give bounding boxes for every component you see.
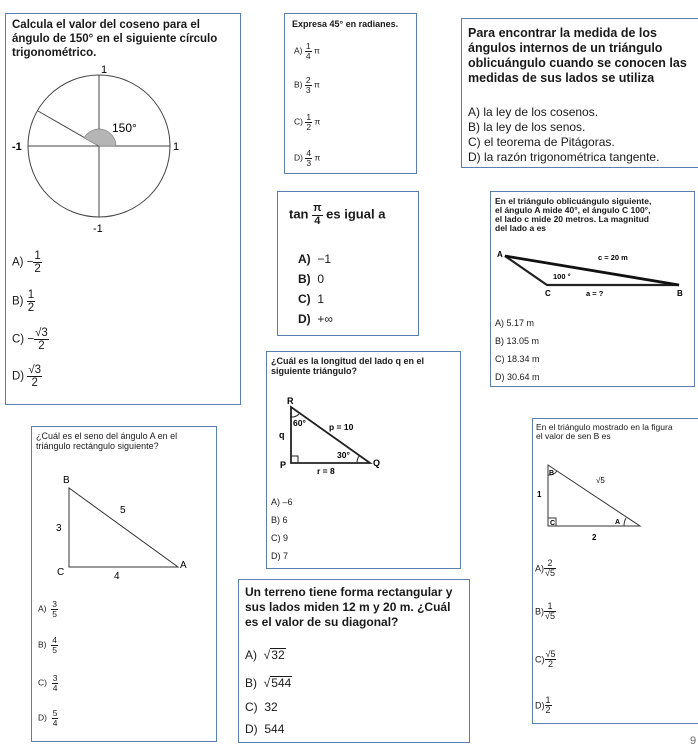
side-a-label: a = ? xyxy=(586,289,604,298)
q2-option-a[interactable]: A) $\frac{1}{4}$ π xyxy=(294,41,320,61)
q3-option-d[interactable]: D) la razón trigonométrica tangente. xyxy=(468,150,660,164)
q8-line-2: sus lados miden 12 m y 20 m. ¿Cuál xyxy=(245,600,451,614)
q3-line-2: ángulos internos de un triángulo xyxy=(468,41,663,55)
unit-circle-figure xyxy=(6,64,241,264)
circle-label-bottom: -1 xyxy=(93,223,103,235)
circle-angle-label: 150° xyxy=(112,121,137,135)
side-q-label: q xyxy=(279,430,285,440)
q6-line-1: ¿Cuál es la longitud del lado q en el xyxy=(271,356,425,366)
vertex-r-label: R xyxy=(287,396,294,406)
q1-option-a[interactable]: A) − $\frac{1}{2}$ xyxy=(12,250,41,276)
q5-line-2: el ángulo A mide 40°, el ángulo C 100°, xyxy=(495,205,651,215)
vertex-a-label: A xyxy=(180,560,187,571)
hypotenuse-label: √5 xyxy=(596,476,605,485)
question-card-radians xyxy=(284,13,417,174)
vertex-b-label: B xyxy=(677,289,683,298)
side-c-label: c = 20 m xyxy=(598,253,628,262)
q4-option-b[interactable]: B) 0 xyxy=(298,272,325,286)
question-card-sine-b xyxy=(532,418,698,724)
q5-line-3: el lado c mide 20 metros. La magnitud xyxy=(495,214,649,224)
q3-line-4: medidas de sus lados se utiliza xyxy=(468,71,655,85)
q3-line-1: Para encontrar la medida de los xyxy=(468,26,657,40)
q2-option-b[interactable]: B) $\frac{2}{3}$ π xyxy=(294,75,320,95)
angle-30-label: 30° xyxy=(337,450,350,460)
vertex-b-label: B xyxy=(63,475,70,486)
q6-option-d[interactable]: D) 7 xyxy=(271,551,289,561)
q7-line-1: ¿Cuál es el seno del ángulo A en el xyxy=(36,431,178,441)
q7-line-2: triángulo rectángulo siguiente? xyxy=(36,441,159,451)
vertex-p-label: P xyxy=(280,460,287,470)
side-r-label: r = 8 xyxy=(317,466,335,476)
hypotenuse-label: 5 xyxy=(120,505,126,516)
q8-option-c[interactable]: C) 32 xyxy=(245,700,278,714)
q5-option-d[interactable]: D) 30.64 m xyxy=(495,372,540,382)
oblique-triangle-figure xyxy=(491,246,695,306)
q8-option-d[interactable]: D) 544 xyxy=(245,722,285,736)
q2-option-d[interactable]: D) $\frac{4}{3}$ π xyxy=(294,148,321,168)
q4-prompt: tan $\frac{\pi}{4}$ es igual a xyxy=(289,202,386,227)
q7-option-c[interactable]: C) $\frac{3}{4}$ xyxy=(38,673,58,693)
vertex-c-label: C xyxy=(545,289,551,298)
right-triangle-pqr-figure xyxy=(267,392,461,492)
q6-option-c[interactable]: C) 9 xyxy=(271,533,289,543)
q5-option-c[interactable]: C) 18.34 m xyxy=(495,354,540,364)
circle-label-right: 1 xyxy=(173,141,180,153)
circle-label-top: 1 xyxy=(101,64,108,76)
q9-line-2: el valor de sen B es xyxy=(536,431,611,441)
q7-option-a[interactable]: A) $\frac{3}{5}$ xyxy=(38,599,57,619)
vertex-c-label: C xyxy=(57,567,65,578)
q6-option-a[interactable]: A) –6 xyxy=(271,497,293,507)
q3-option-c[interactable]: C) el teorema de Pitágoras. xyxy=(468,135,615,149)
angle-60-label: 60° xyxy=(293,418,306,428)
q6-option-b[interactable]: B) 6 xyxy=(271,515,288,525)
q2-prompt: Expresa 45° en radianes. xyxy=(292,19,399,29)
side-vertical-label: 1 xyxy=(537,490,542,499)
q9-option-c[interactable]: C) $\frac{√5}{2}$ xyxy=(535,649,556,670)
vertex-b-label: B xyxy=(549,470,555,477)
vertex-q-label: Q xyxy=(373,458,381,468)
question-card-cos150 xyxy=(5,13,241,405)
q1-option-d[interactable]: D) $\frac{√3}{2}$ xyxy=(12,364,42,390)
q7-option-b[interactable]: B) $\frac{4}{5}$ xyxy=(38,635,57,655)
angle-c-label: 100 ° xyxy=(553,272,571,281)
q3-option-b[interactable]: B) la ley de los senos. xyxy=(468,120,586,134)
q1-line-1: Calcula el valor del coseno para el xyxy=(12,19,200,31)
leg-vertical-label: 3 xyxy=(56,523,62,534)
question-card-tangent xyxy=(277,191,419,336)
question-card-diagonal xyxy=(238,579,470,743)
q6-line-2: siguiente triángulo? xyxy=(271,366,358,376)
q1-option-c[interactable]: C) − $\frac{√3}{2}$ xyxy=(12,327,48,353)
question-card-side-q xyxy=(266,351,461,569)
vertex-a-label: A xyxy=(615,519,621,526)
q3-option-a[interactable]: A) la ley de los cosenos. xyxy=(468,105,599,119)
side-horizontal-label: 2 xyxy=(592,533,597,542)
q9-line-1: En el triángulo mostrado en la figura xyxy=(536,422,673,432)
side-p-label: p = 10 xyxy=(329,422,354,432)
q9-option-d[interactable]: D) $\frac{1}{2}$ xyxy=(535,695,551,716)
right-triangle-sqrt5-figure xyxy=(533,455,698,555)
q8-option-a[interactable]: A) √32 xyxy=(245,648,285,662)
q2-option-c[interactable]: C) $\frac{1}{2}$ π xyxy=(294,112,321,132)
circle-label-left: -1 xyxy=(12,141,22,153)
q1-line-3: trigonométrico. xyxy=(12,47,97,59)
q9-option-b[interactable]: B) $\frac{1}{√5}$ xyxy=(535,601,555,622)
q8-line-1: Un terreno tiene forma rectangular y xyxy=(245,585,453,599)
question-card-oblique-laws xyxy=(461,18,698,168)
q1-line-2: ángulo de 150° en el siguiente círculo xyxy=(12,33,218,45)
question-card-sine-a xyxy=(31,426,217,742)
q7-option-d[interactable]: D) $\frac{5}{4}$ xyxy=(38,708,58,728)
leg-horizontal-label: 4 xyxy=(114,571,120,582)
right-triangle-abc-figure xyxy=(32,471,217,581)
question-card-law-of-sines xyxy=(490,191,695,387)
page-number: 9 xyxy=(690,735,697,747)
q5-line-1: En el triángulo oblicuángulo siguiente, xyxy=(495,196,652,206)
q8-line-3: es el valor de su diagonal? xyxy=(245,615,399,629)
q5-option-a[interactable]: A) 5.17 m xyxy=(495,318,535,328)
q5-line-4: del lado a es xyxy=(495,223,547,233)
q4-option-c[interactable]: C) 1 xyxy=(298,292,325,306)
q9-option-a[interactable]: A) $\frac{2}{√5}$ xyxy=(535,558,555,579)
vertex-a-label: A xyxy=(497,250,503,259)
q8-option-b[interactable]: B) √544 xyxy=(245,676,292,690)
q1-option-b[interactable]: B) $\frac{1}{2}$ xyxy=(12,289,35,315)
q3-line-3: oblicuángulo cuando se conocen las xyxy=(468,56,687,70)
q5-option-b[interactable]: B) 13.05 m xyxy=(495,336,540,346)
q4-option-d[interactable]: D) +∞ xyxy=(298,312,333,326)
vertex-c-label: C xyxy=(550,520,556,527)
q4-option-a[interactable]: A) −1 xyxy=(298,252,332,266)
